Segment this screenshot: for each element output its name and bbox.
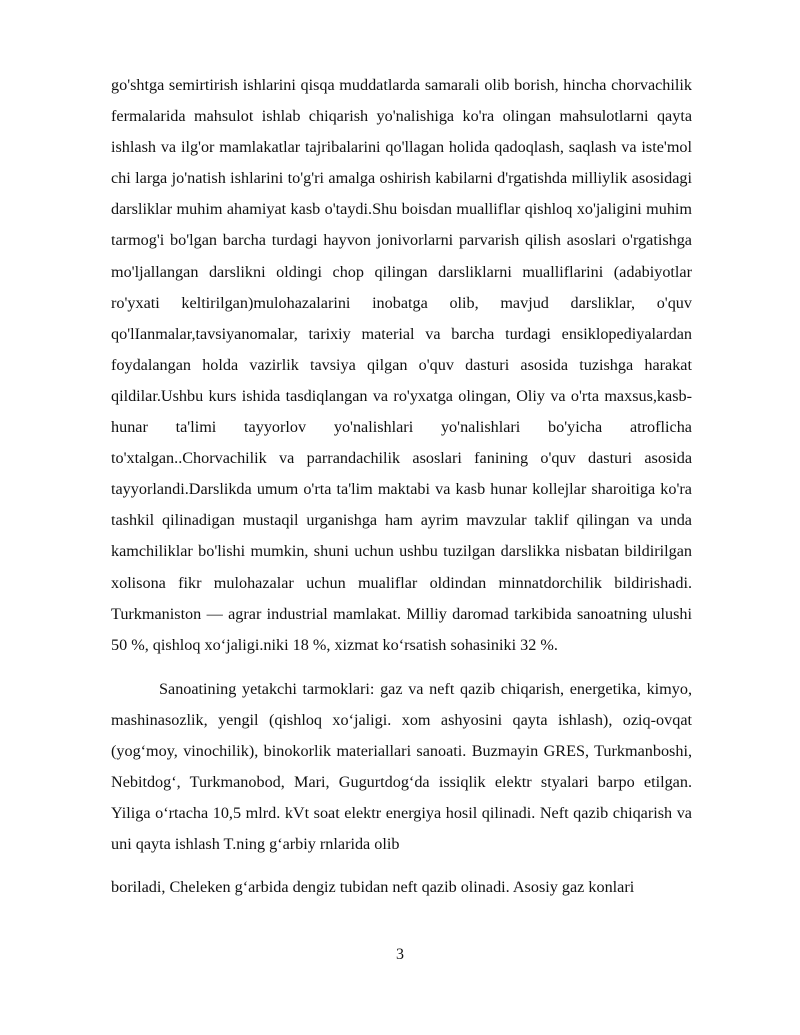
body-text	[111, 70, 692, 903]
paragraph: Sanoatining yetakchi tarmoklari: gaz va neft qazib chiqarish, energetika, kimyo, mashinasozlik, yengil (qishloq xo‘jaligi. xom ashyosini qayta ishlash), oziq-ovqat (yog‘moy, vinochilik), binokorlik materiallari sanoati. Buzmayin GRES, Turkmanboshi, Nebitdog‘, Turkmanobod, Mari, Gugurtdog‘da issiqlik elektr styalari barpo etilgan. Yiliga o‘rtacha 10,5 mlrd. kVt soat elektr energiya hosil qilinadi. Neft qazib chiqarish va uni qayta ishlash T.ning g‘arbiy rnlarida olib	[111, 679, 692, 854]
paragraph: go'shtga semirtirish ishlarini qisqa muddatlarda samarali olib borish, hincha chorvachilik fermalarida mahsulot ishlab chiqarish yo'nalishiga ko'ra olingan mahsulotlarni qayta ishlash va ilg'or mamlakatlar tajribalarini qo'llagan holida qadoqlash, saqlash va iste'mol chi larga jo'natish ishlarini to'g'ri amalga oshirish kabilarni d'rgatishda milliylik asosidagi darsliklar muhim ahamiyat kasb o'taydi.Shu boisdan mualliflar qishloq xo'jaligini muhim tarmog'i bo'lgan barcha turdagi hayvon jonivorlarni parvarish qilish asoslari o'rgatishga mo'ljallangan darslikni oldingi chop qilingan darsliklarni mualliflarini (adabiyotlar ro'yxati keltirilgan)mulohazalarini inobatga olib, mavjud darsliklar, o'quv qo'lIanmalar,tavsiyanomalar, tarixiy material va barcha turdagi ensiklopediyalardan foydalangan holda vazirlik tavsiya qilgan o'quv dasturi asosida tuzishga harakat qildilar.Ushbu kurs ishida tasdiqlangan va ro'yxatga olingan, Oliy va o'rta maxsus,kasb-hunar ta'limi tayyorlov yo'nalishlari yo'nalishlari bo'yicha atroflicha to'xtalgan..Chorvachilik va parrandachilik asoslari fanining o'quv dasturi asosida tayyorlandi.Darslikda umum o'rta ta'lim maktabi va kasb hunar kollejlar sharoitiga ko'ra tashkil qilinadigan mustaqil urganishga ham ayrim mavzular taklif qilingan va unda kamchiliklar bo'lishi mumkin, shuni uchun ushbu tuzilgan darslikka nisbatan bildirilgan xolisona fikr mulohazalar uchun mualiflar oldindan minnatdorchilik bildirishadi. Turkmaniston — agrar industrial mamlakat. Milliy daromad tarkibida sanoatning ulushi 50 %, qishloq xo‘jaligi.niki 18 %, xizmat ko‘rsatish sohasiniki 32 %.	[111, 76, 692, 654]
paragraph: boriladi, Cheleken g‘arbida dengiz tubidan neft qazib olinadi. Asosiy gaz konlari	[111, 878, 635, 897]
page-number: 3	[396, 946, 404, 963]
